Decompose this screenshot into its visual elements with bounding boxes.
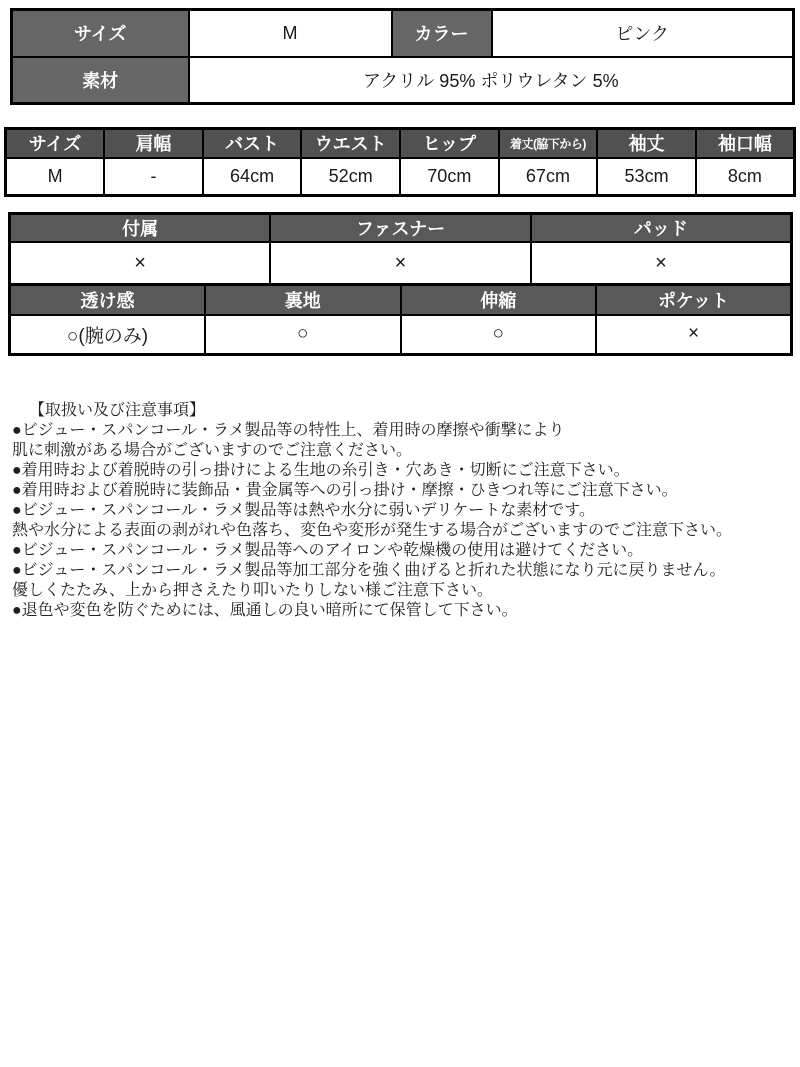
acc-header-zipper: ファスナー [270,214,531,243]
accessories-table [8,212,793,287]
acc-value-attachment: × [10,242,271,285]
features-value-row [10,315,792,355]
feat-header-pocket: ポケット [596,285,792,315]
material-value-cell: アクリル 95% ポリウレタン 5% [189,57,794,104]
color-value-cell: ピンク [492,10,794,57]
meas-value-size: M [6,158,105,196]
care-notes-title: 【取扱い及び注意事項】 [29,402,206,419]
color-header-cell: カラー [392,10,492,57]
feat-value-pocket: × [596,315,792,355]
accessories-header-row [10,214,792,243]
product-info-table [10,8,795,105]
feat-header-sheerness: 透け感 [10,285,206,315]
meas-header-bust: バスト [203,129,302,158]
note-line: ●退色や変色を防ぐためには、風通しの良い暗所にて保管して下さい。 [12,602,518,619]
meas-header-hip: ヒップ [400,129,499,158]
feat-value-stretch: ○ [401,315,597,355]
meas-header-cuff: 袖口幅 [696,129,795,158]
acc-header-pad: パッド [531,214,792,243]
note-line: ●ビジュー・スパンコール・ラメ製品等の特性上、着用時の摩擦や衝撃により [12,422,565,439]
features-table [8,283,793,356]
note-line: 肌に刺激がある場合がございますのでご注意ください。 [12,442,413,459]
feat-value-sheerness: ○(腕のみ) [10,315,206,355]
acc-value-pad: × [531,242,792,285]
feat-value-lining: ○ [205,315,401,355]
measurements-header-row [6,129,795,158]
measurements-table [4,127,796,197]
meas-value-waist: 52cm [301,158,400,196]
note-line: 優しくたたみ、上から押さえたり叩いたりしない様ご注意下さい。 [12,582,493,599]
product-info-row-2 [12,57,794,104]
note-line: ●着用時および着脱時の引っ掛けによる生地の糸引き・穴あき・切断にご注意下さい。 [12,462,630,479]
size-value-cell: M [189,10,392,57]
meas-value-bust: 64cm [203,158,302,196]
meas-header-shoulder: 肩幅 [104,129,203,158]
meas-header-sleeve: 袖丈 [597,129,696,158]
note-line: 熱や水分による表面の剥がれや色落ち、変色や変形が発生する場合がございますのでご注意下さい。 [12,522,733,539]
meas-header-size: サイズ [6,129,105,158]
feat-header-lining: 裏地 [205,285,401,315]
accessories-value-row [10,242,792,285]
features-header-row [10,285,792,315]
note-line: ●着用時および着脱時に装飾品・貴金属等への引っ掛け・摩擦・ひきつれ等にご注意下さい。 [12,482,678,499]
material-header-cell: 素材 [12,57,189,104]
feat-header-stretch: 伸縮 [401,285,597,315]
meas-value-cuff: 8cm [696,158,795,196]
acc-header-attachment: 付属 [10,214,271,243]
care-notes-section [12,401,790,621]
meas-value-sleeve: 53cm [597,158,696,196]
product-info-row-1 [12,10,794,57]
meas-value-hip: 70cm [400,158,499,196]
meas-header-waist: ウエスト [301,129,400,158]
measurements-value-row [6,158,795,196]
meas-value-shoulder: - [104,158,203,196]
note-line: ●ビジュー・スパンコール・ラメ製品等は熱や水分に弱いデリケートな素材です。 [12,502,595,519]
note-line: ●ビジュー・スパンコール・ラメ製品等へのアイロンや乾燥機の使用は避けてください。 [12,542,644,559]
meas-value-length: 67cm [499,158,598,196]
meas-header-length: 着丈(脇下から) [499,129,598,158]
acc-value-zipper: × [270,242,531,285]
note-line: ●ビジュー・スパンコール・ラメ製品等加工部分を強く曲げると折れた状態になり元に戻りません。 [12,562,726,579]
size-header-cell: サイズ [12,10,189,57]
